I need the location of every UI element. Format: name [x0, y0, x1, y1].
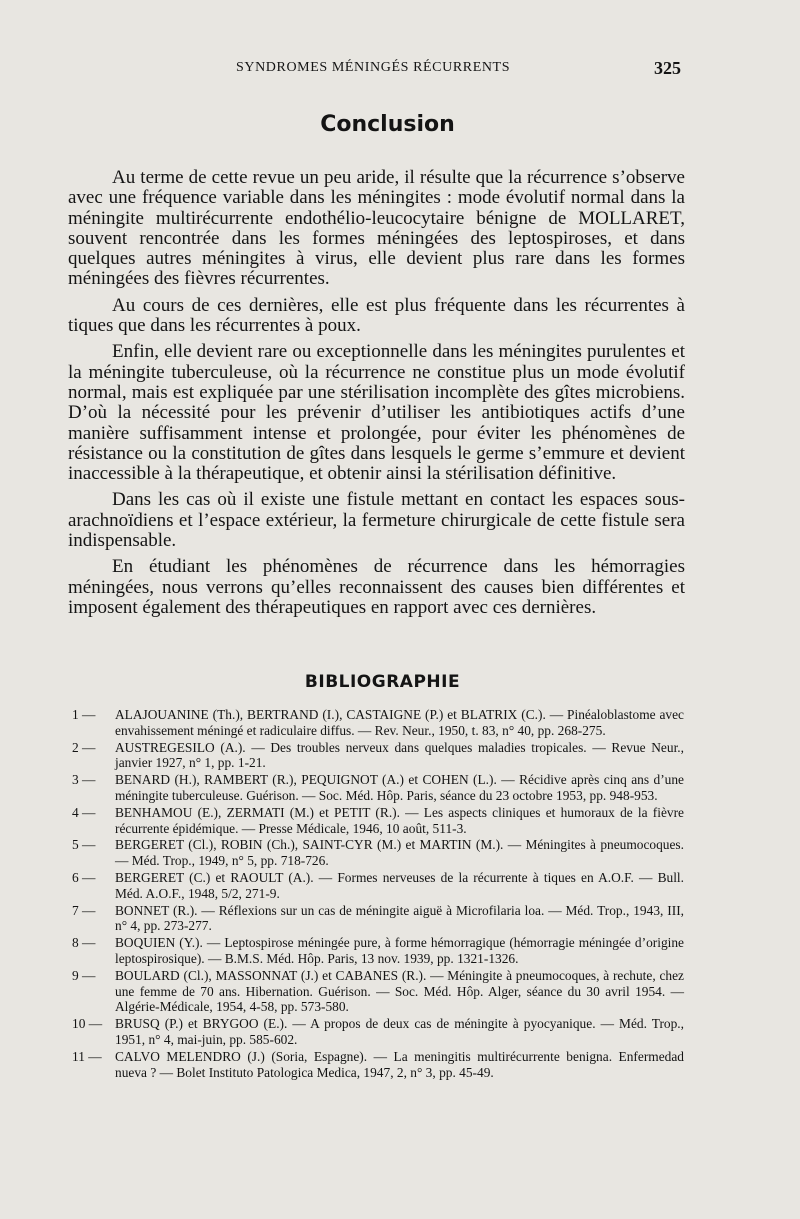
- paragraph: Au cours de ces dernières, elle est plus fréquente dans les récurrentes à tiques que dans les récurrentes à poux.: [68, 294, 685, 337]
- bibliography-entry: [72, 935, 684, 967]
- bibliography-entry: [72, 772, 684, 804]
- bibliography-entry: [72, 1016, 684, 1048]
- entry-number: 4 —: [72, 804, 96, 820]
- conclusion-body: [68, 168, 685, 624]
- entry-number: 6 —: [72, 869, 96, 885]
- paragraph: Au terme de cette revue un peu aride, il résulte que la récurrence s’observe avec une fréquence variable dans les méningites : mode évolutif normal dans la méningite multirécurrente endothélio-leucocytaire bénigne de MOLLARET, souvent rencontrée dans les formes méningées des leptospiroses, et dans quelques autres méningites à virus, elle devient plus rare dans les formes méningées des fièvres récurrentes.: [68, 167, 685, 290]
- bibliography-entry: [72, 903, 684, 935]
- paragraph: En étudiant les phénomènes de récurrence dans les hémorragies méningées, nous verrons qu’elles reconnaissent des causes bien différentes et imposent également des thérapeutiques en rapport avec ces dernières.: [68, 556, 685, 618]
- entry-number: 5 —: [72, 837, 96, 853]
- entry-text: BENARD (H.), RAMBERT (R.), PEQUIGNOT (A.) et COHEN (L.). — Récidive après cinq ans d’une méningite tuberculeuse. Guérison. — Soc. Méd. Hôp. Paris, séance du 23 octobre 1953, pp. 948-953.: [115, 772, 684, 803]
- entry-text: BERGERET (C.) et RAOULT (A.). — Formes nerveuses de la récurrente à tiques en A.O.F. — Bull. Méd. A.O.F., 1948, 5/2, 271-9.: [115, 869, 684, 901]
- bibliography-list: [72, 707, 684, 1081]
- bibliography-entry: [72, 740, 684, 772]
- entry-text: BERGERET (Cl.), ROBIN (Ch.), SAINT-CYR (M.) et MARTIN (M.). — Méningites à pneumocoques. — Méd. Trop., 1949, n° 5, pp. 718-726.: [115, 837, 684, 869]
- bibliography-entry: [72, 968, 684, 1015]
- bibliography-entry: [72, 1049, 684, 1081]
- entry-text: CALVO MELENDRO (J.) (Soria, Espagne). — La meningitis multirécurrente benigna. Enfermedad nueva ? — Bolet Instituto Patologica Medica, 1947, 2, n° 3, pp. 45-49.: [115, 1048, 684, 1080]
- bibliography-entry: [72, 870, 684, 902]
- paragraph: Dans les cas où il existe une fistule mettant en contact les espaces sous-arachnoïdiens et l’espace extérieur, la fermeture chirurgicale de cette fistule sera indispensable.: [68, 489, 685, 552]
- entry-number: 7 —: [72, 902, 96, 918]
- section-title-conclusion: Conclusion: [320, 112, 455, 137]
- bibliography-entry: [72, 805, 684, 837]
- entry-text: BOULARD (Cl.), MASSONNAT (J.) et CABANES (R.). — Méningite à pneumocoques, à rechute, chez une femme de 70 ans. Hibernation. Guérison. — Soc. Méd. Hôp. Alger, séance du 30 avril 1954. — Algérie-Médicale, 1954, 4-58, pp. 573-580.: [115, 967, 684, 1015]
- entry-number: 9 —: [72, 967, 96, 983]
- entry-number: 1 —: [72, 707, 96, 722]
- running-title: SYNDROMES MÉNINGÉS RÉCURRENTS: [236, 60, 511, 75]
- entry-number: 8 —: [72, 935, 96, 951]
- entry-text: ALAJOUANINE (Th.), BERTRAND (I.), CASTAIGNE (P.) et BLATRIX (C.). — Pinéaloblastome avec envahissement méningé et radiculaire diffus. — Rev. Neur., 1950, t. 83, n° 40, pp. 268-275.: [115, 707, 684, 738]
- entry-number: 3 —: [72, 772, 96, 788]
- entry-text: AUSTREGESILO (A.). — Des troubles nerveux dans quelques maladies tropicales. — Revue Neur., janvier 1927, n° 1, pp. 1-21.: [115, 739, 684, 771]
- entry-text: BRUSQ (P.) et BRYGOO (E.). — A propos de deux cas de méningite à pyocyanique. — Méd. Trop., 1951, n° 4, mai-juin, pp. 585-602.: [115, 1016, 684, 1047]
- paragraph: Enfin, elle devient rare ou exceptionnelle dans les méningites purulentes et la méningite tuberculeuse, où la récurrence ne constitue plus un mode évolutif normal, mais est expliquée par une stérilisation incomplète des gîtes microbiens. D’où la nécessité pour les prévenir d’utiliser les antibiotiques actifs d’une manière suffisamment intense et prolongée, pour éviter les phénomènes de résistance ou la constitution de gîtes dans lesquels le germe s’emmure et devient inaccessible à la thérapeutique, et obtenir ainsi la stérilisation définitive.: [68, 341, 685, 485]
- entry-text: BENHAMOU (E.), ZERMATI (M.) et PETIT (R.). — Les aspects cliniques et humoraux de la fièvre récurrente épidémique. — Presse Médicale, 1946, 10 août, 511-3.: [115, 804, 684, 836]
- bibliography-entry: [72, 837, 684, 869]
- bibliography-title: BIBLIOGRAPHIE: [304, 672, 461, 692]
- page-number: 325: [654, 58, 681, 78]
- entry-number: 10 —: [72, 1016, 103, 1032]
- entry-text: BONNET (R.). — Réflexions sur un cas de méningite aiguë à Microfilaria loa. — Méd. Trop., 1943, III, n° 4, pp. 273-277.: [115, 902, 684, 934]
- entry-number: 2 —: [72, 739, 96, 755]
- entry-number: 11 —: [72, 1048, 102, 1064]
- running-header: [0, 58, 800, 82]
- bibliography-entry: [72, 707, 684, 739]
- entry-text: BOQUIEN (Y.). — Leptospirose méningée pure, à forme hémorragique (hémorragie méningée d’origine leptospirosique). — B.M.S. Méd. Hôp. Paris, 13 nov. 1939, pp. 1321-1326.: [115, 935, 684, 966]
